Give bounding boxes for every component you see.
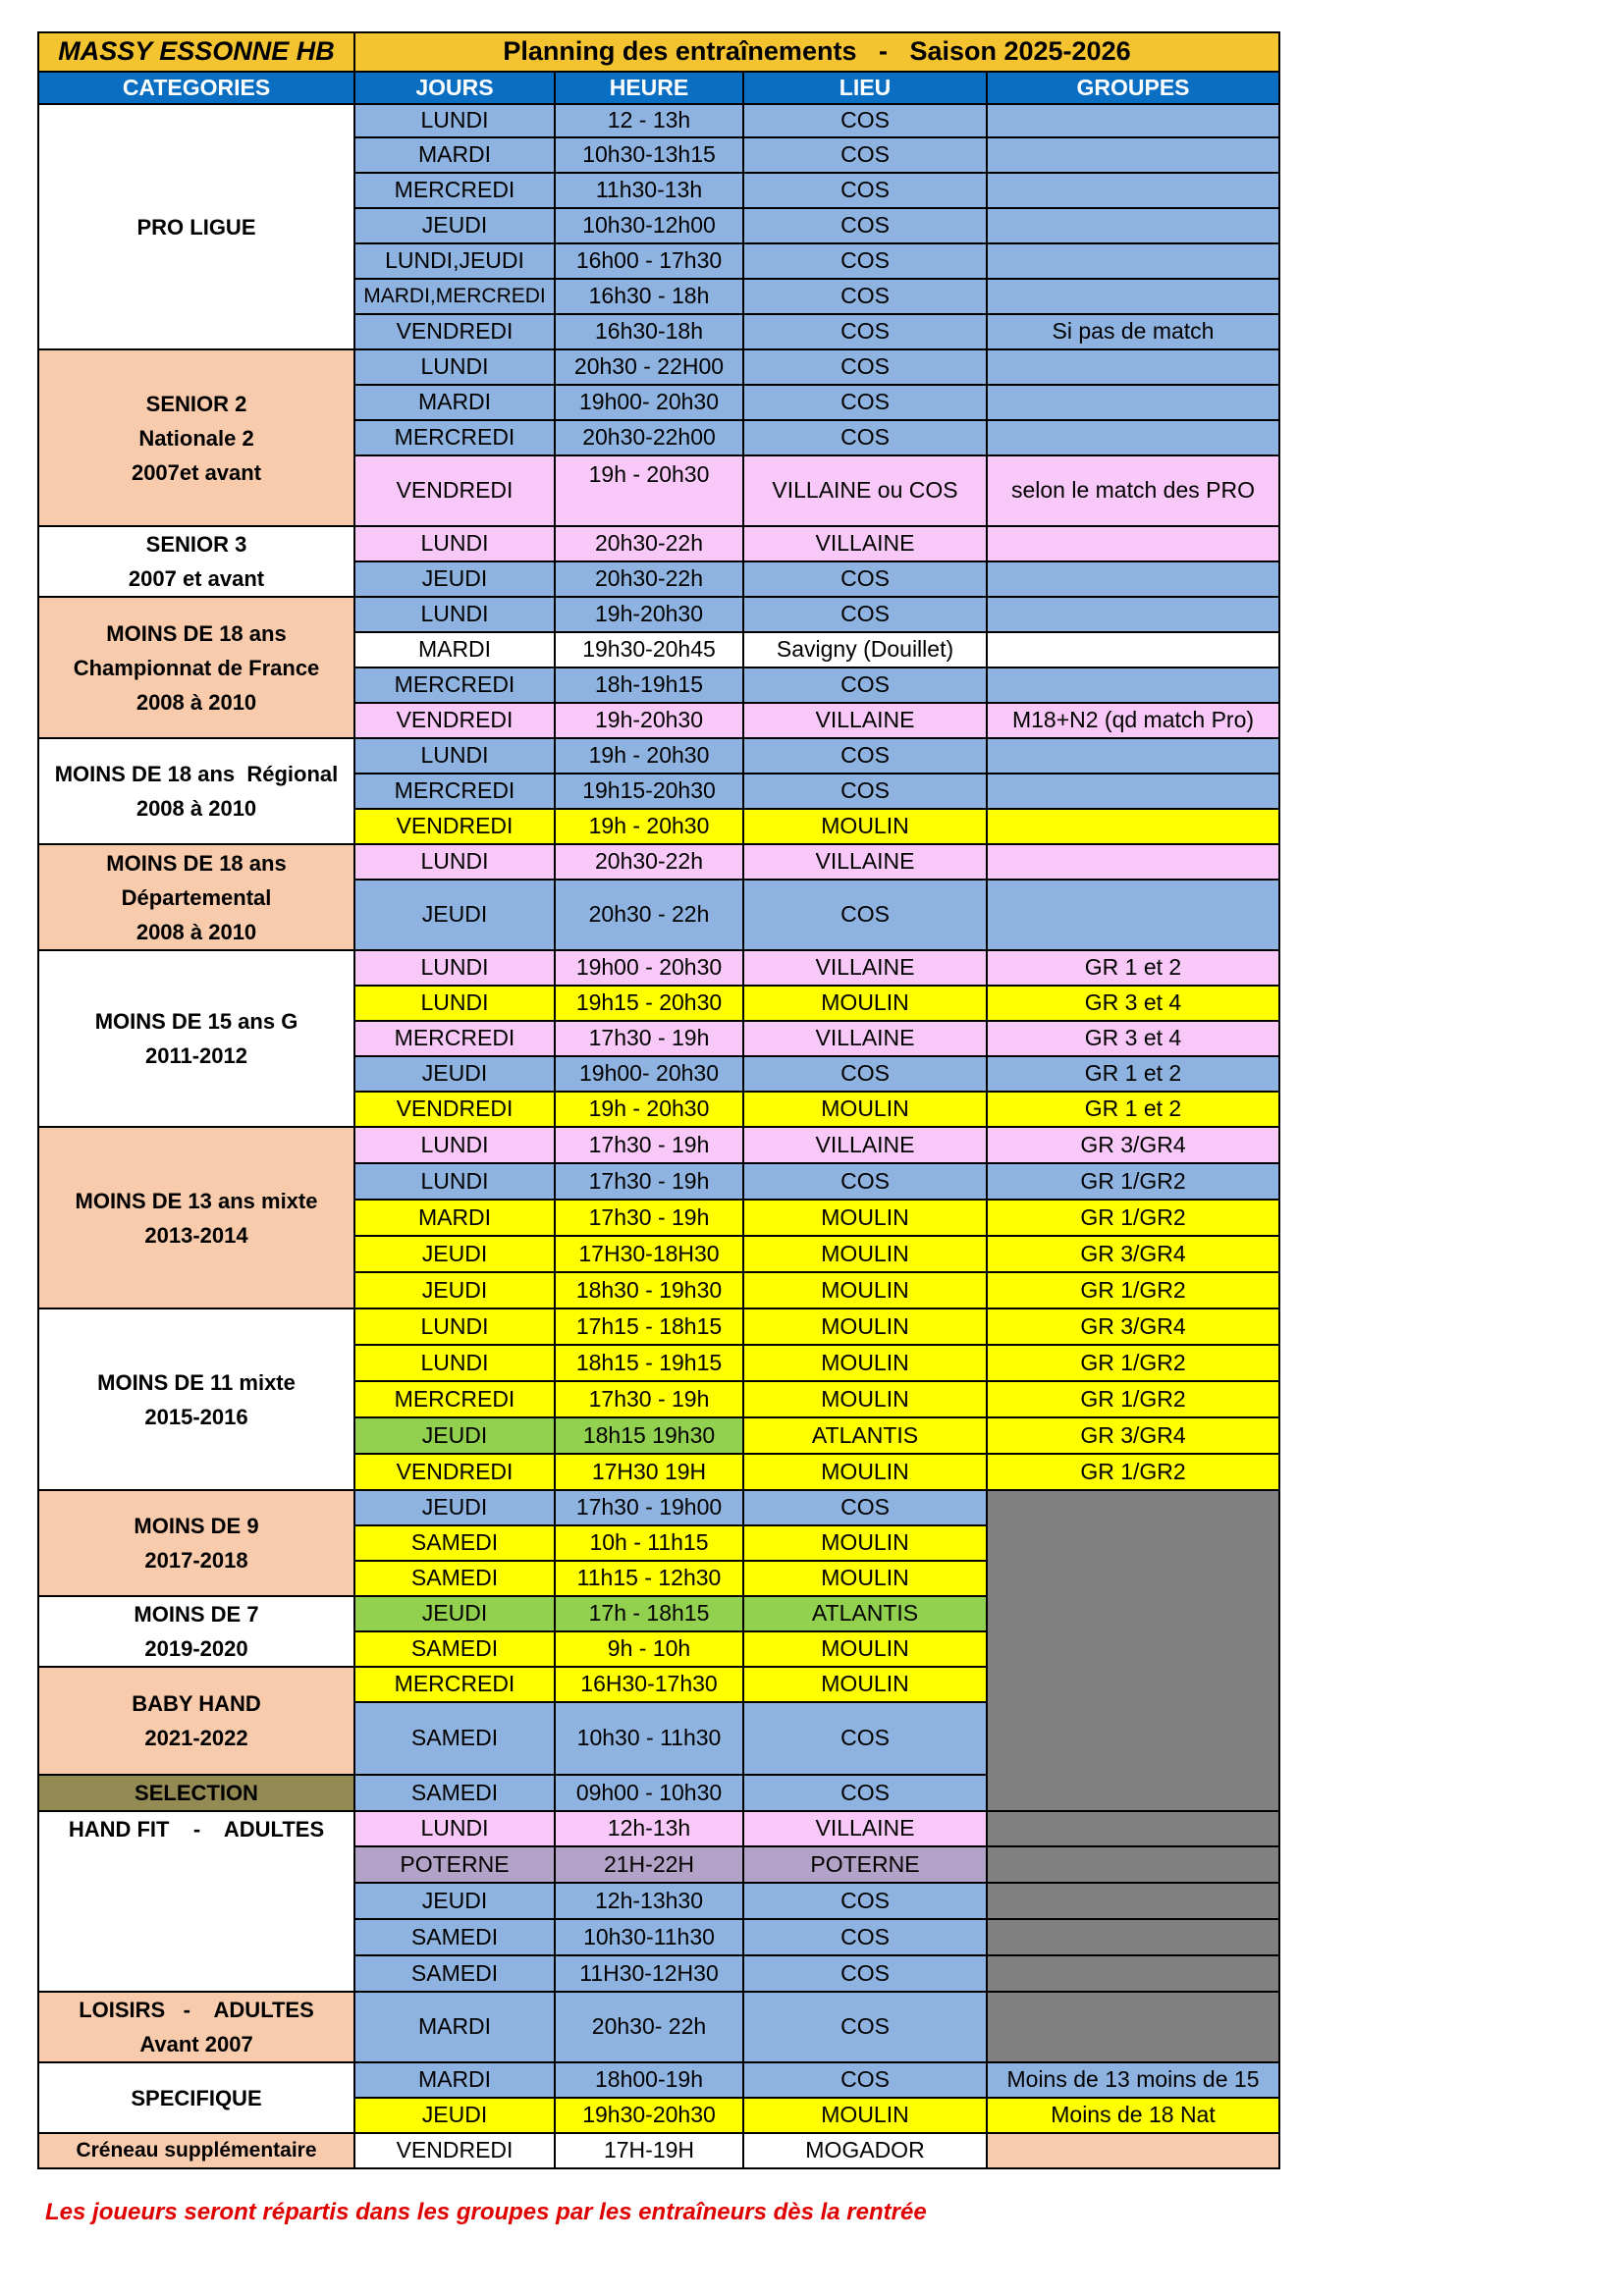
lieu-cell: COS: [743, 880, 987, 950]
jour-cell: LUNDI: [354, 950, 555, 986]
jour-cell: JEUDI: [354, 1596, 555, 1631]
heure-cell: 11H30-12H30: [555, 1955, 743, 1992]
groupe-cell: [987, 1992, 1279, 2062]
club-name: MASSY ESSONNE HB: [38, 32, 354, 72]
header-heure: HEURE: [555, 72, 743, 104]
heure-cell: 19h15 - 20h30: [555, 986, 743, 1021]
category-line: Championnat de France: [73, 655, 320, 680]
category-line: 2008 à 2010: [135, 919, 257, 944]
lieu-cell: VILLAINE: [743, 1021, 987, 1056]
category-line: 2013-2014: [144, 1222, 248, 1248]
jour-cell: SAMEDI: [354, 1919, 555, 1955]
heure-cell: 17H30-18H30: [555, 1236, 743, 1272]
lieu-cell: POTERNE: [743, 1846, 987, 1883]
lieu-cell: COS: [743, 561, 987, 597]
lieu-cell: COS: [743, 597, 987, 632]
lieu-cell: VILLAINE: [743, 844, 987, 880]
jour-cell: LUNDI: [354, 1811, 555, 1846]
category-line: MOINS DE 18 ans Régional: [54, 762, 339, 786]
schedule-row: [38, 2133, 1279, 2168]
category-line: SELECTION: [135, 1781, 258, 1805]
header-groupes: GROUPES: [987, 72, 1279, 104]
lieu-cell: MOGADOR: [743, 2133, 987, 2168]
heure-cell: 20h30 - 22h: [555, 880, 743, 950]
category-cell: [38, 1596, 354, 1667]
category-line: 2021-2022: [144, 1726, 248, 1750]
lieu-cell: ATLANTIS: [743, 1417, 987, 1454]
groupe-cell: Moins de 18 Nat: [987, 2098, 1279, 2133]
heure-cell: 11h15 - 12h30: [555, 1561, 743, 1596]
lieu-cell: MOULIN: [743, 1381, 987, 1417]
jour-cell: LUNDI: [354, 1308, 555, 1345]
heure-cell: 19h - 20h30: [555, 738, 743, 774]
lieu-cell: MOULIN: [743, 1092, 987, 1127]
jour-cell: SAMEDI: [354, 1525, 555, 1561]
lieu-cell: COS: [743, 314, 987, 349]
jour-cell: LUNDI: [354, 738, 555, 774]
groupe-cell: GR 1/GR2: [987, 1163, 1279, 1200]
groupe-cell: [987, 809, 1279, 844]
header-jours: JOURS: [354, 72, 555, 104]
heure-cell: 17h30 - 19h00: [555, 1490, 743, 1525]
groupe-cell: [987, 279, 1279, 314]
jour-cell: LUNDI: [354, 597, 555, 632]
heure-cell: 21H-22H: [555, 1846, 743, 1883]
category-cell: [38, 1992, 354, 2062]
heure-cell: 20h30-22h: [555, 844, 743, 880]
heure-cell: 19h - 20h30: [555, 809, 743, 844]
lieu-cell: COS: [743, 1883, 987, 1919]
lieu-cell: MOULIN: [743, 1236, 987, 1272]
groupe-cell: GR 1 et 2: [987, 1056, 1279, 1092]
jour-cell: MARDI: [354, 385, 555, 420]
jour-cell: VENDREDI: [354, 455, 555, 526]
category-line: 2008 à 2010: [135, 689, 257, 715]
lieu-cell: MOULIN: [743, 1272, 987, 1308]
jour-cell: VENDREDI: [354, 1092, 555, 1127]
category-cell: [38, 950, 354, 1127]
groupe-cell: [987, 597, 1279, 632]
groupe-cell: GR 1/GR2: [987, 1272, 1279, 1308]
schedule-row: [38, 1127, 1279, 1163]
groupe-cell: [987, 173, 1279, 208]
heure-cell: 18h15 19h30: [555, 1417, 743, 1454]
heure-cell: 17h15 - 18h15: [555, 1308, 743, 1345]
category-line: 2007et avant: [131, 459, 262, 485]
category-line: BABY HAND: [132, 1691, 261, 1716]
category-line: 2008 à 2010: [135, 796, 257, 821]
heure-cell: 16H30-17h30: [555, 1667, 743, 1702]
footnote: Les joueurs seront répartis dans les groupes par les entraîneurs dès la rentrée: [45, 2199, 927, 2225]
title-row: [38, 32, 1279, 72]
lieu-cell: COS: [743, 173, 987, 208]
lieu-cell: MOULIN: [743, 1561, 987, 1596]
heure-cell: 19h-20h30: [555, 703, 743, 738]
lieu-cell: COS: [743, 774, 987, 809]
jour-cell: VENDREDI: [354, 809, 555, 844]
heure-cell: 20h30 - 22H00: [555, 349, 743, 385]
schedule-row: [38, 526, 1279, 561]
lieu-cell: COS: [743, 349, 987, 385]
jour-cell: VENDREDI: [354, 314, 555, 349]
category-line: Nationale 2: [138, 425, 254, 451]
heure-cell: 17H-19H: [555, 2133, 743, 2168]
heure-cell: 20h30- 22h: [555, 1992, 743, 2062]
jour-cell: MERCREDI: [354, 1381, 555, 1417]
category-line: MOINS DE 18 ans: [106, 850, 287, 876]
jour-cell: MARDI: [354, 137, 555, 173]
groupe-cell: [987, 385, 1279, 420]
lieu-cell: COS: [743, 420, 987, 455]
category-line: 2019-2020: [144, 1636, 248, 1661]
groupe-cell: Si pas de match: [987, 314, 1279, 349]
groupe-cell: GR 3/GR4: [987, 1236, 1279, 1272]
lieu-cell: MOULIN: [743, 1631, 987, 1667]
heure-cell: 12h-13h30: [555, 1883, 743, 1919]
schedule-row: [38, 104, 1279, 137]
schedule-row: [38, 844, 1279, 880]
lieu-cell: COS: [743, 243, 987, 279]
groupe-cell: [987, 774, 1279, 809]
lieu-cell: COS: [743, 667, 987, 703]
groupe-cell: GR 3 et 4: [987, 986, 1279, 1021]
heure-cell: 17h30 - 19h: [555, 1163, 743, 1200]
jour-cell: SAMEDI: [354, 1775, 555, 1811]
lieu-cell: COS: [743, 2062, 987, 2098]
jour-cell: JEUDI: [354, 1417, 555, 1454]
groupe-cell: [987, 667, 1279, 703]
lieu-cell: VILLAINE: [743, 526, 987, 561]
jour-cell: LUNDI: [354, 1345, 555, 1381]
category-cell: [38, 597, 354, 738]
category-line: Créneau supplémentaire: [76, 2139, 317, 2162]
schedule-row: [38, 1811, 1279, 1846]
heure-cell: 16h30 - 18h: [555, 279, 743, 314]
category-line: MOINS DE 15 ans G: [94, 1009, 298, 1034]
groupe-cell: [987, 844, 1279, 880]
header-lieu: LIEU: [743, 72, 987, 104]
lieu-cell: COS: [743, 1490, 987, 1525]
heure-cell: 09h00 - 10h30: [555, 1775, 743, 1811]
heure-cell: 12h-13h: [555, 1811, 743, 1846]
category-cell: [38, 1308, 354, 1490]
jour-cell: JEUDI: [354, 880, 555, 950]
lieu-cell: COS: [743, 279, 987, 314]
heure-cell: 18h00-19h: [555, 2062, 743, 2098]
schedule-row: [38, 2062, 1279, 2098]
lieu-cell: COS: [743, 1163, 987, 1200]
schedule-row: [38, 1308, 1279, 1345]
heure-cell: 19h - 20h30: [555, 1092, 743, 1127]
groupe-cell: GR 1/GR2: [987, 1345, 1279, 1381]
jour-cell: MERCREDI: [354, 1021, 555, 1056]
category-cell: [38, 1811, 354, 1992]
category-line: MOINS DE 18 ans: [106, 620, 287, 646]
lieu-cell: Savigny (Douillet): [743, 632, 987, 667]
groupe-cell: [987, 880, 1279, 950]
jour-cell: MERCREDI: [354, 774, 555, 809]
jour-cell: JEUDI: [354, 561, 555, 597]
category-line: MOINS DE 9: [134, 1514, 259, 1538]
heure-cell: 17h30 - 19h: [555, 1127, 743, 1163]
jour-cell: SAMEDI: [354, 1955, 555, 1992]
category-line: MOINS DE 7: [134, 1602, 259, 1627]
heure-cell: 19h00 - 20h30: [555, 950, 743, 986]
heure-cell: 17h30 - 19h: [555, 1021, 743, 1056]
lieu-cell: COS: [743, 1992, 987, 2062]
category-line: SENIOR 3: [145, 532, 247, 557]
lieu-cell: COS: [743, 104, 987, 137]
heure-cell: 12 - 13h: [555, 104, 743, 137]
heure-cell: 10h30-12h00: [555, 208, 743, 243]
category-cell: [38, 349, 354, 526]
page-title: Planning des entraînements - Saison 2025-2026: [354, 32, 1279, 72]
jour-cell: LUNDI: [354, 1163, 555, 1200]
jour-cell: LUNDI,JEUDI: [354, 243, 555, 279]
category-line: MOINS DE 13 ans mixte: [75, 1188, 318, 1213]
heure-cell: 19h00- 20h30: [555, 385, 743, 420]
schedule-row: [38, 738, 1279, 774]
category-cell: [38, 2062, 354, 2133]
category-line: PRO LIGUE: [136, 214, 256, 240]
lieu-cell: VILLAINE: [743, 950, 987, 986]
category-line: Départemental: [121, 884, 272, 910]
category-cell: [38, 104, 354, 349]
category-line: SPECIFIQUE: [131, 2085, 262, 2110]
groupe-cell: [987, 738, 1279, 774]
category-cell: [38, 1667, 354, 1775]
groupe-cell: [987, 1919, 1279, 1955]
jour-cell: JEUDI: [354, 1056, 555, 1092]
groupe-cell: [987, 1490, 1279, 1811]
category-line: LOISIRS - ADULTES: [79, 1998, 314, 2022]
groupe-cell: GR 3/GR4: [987, 1417, 1279, 1454]
heure-cell: 18h30 - 19h30: [555, 1272, 743, 1308]
jour-cell: JEUDI: [354, 208, 555, 243]
lieu-cell: MOULIN: [743, 1308, 987, 1345]
heure-cell: 10h - 11h15: [555, 1525, 743, 1561]
column-header-row: [38, 72, 1279, 104]
jour-cell: JEUDI: [354, 1236, 555, 1272]
schedule-sheet: [37, 31, 1280, 2169]
groupe-cell: [987, 561, 1279, 597]
lieu-cell: COS: [743, 137, 987, 173]
jour-cell: JEUDI: [354, 2098, 555, 2133]
heure-cell: 19h-20h30: [555, 597, 743, 632]
groupe-cell: GR 3 et 4: [987, 1021, 1279, 1056]
groupe-cell: [987, 243, 1279, 279]
groupe-cell: M18+N2 (qd match Pro): [987, 703, 1279, 738]
heure-cell: 9h - 10h: [555, 1631, 743, 1667]
jour-cell: SAMEDI: [354, 1702, 555, 1775]
heure-cell: 20h30-22h: [555, 526, 743, 561]
jour-cell: MARDI: [354, 1200, 555, 1236]
groupe-cell: [987, 1846, 1279, 1883]
jour-cell: LUNDI: [354, 349, 555, 385]
jour-cell: VENDREDI: [354, 703, 555, 738]
schedule-row: [38, 1490, 1279, 1525]
jour-cell: JEUDI: [354, 1272, 555, 1308]
schedule-row: [38, 597, 1279, 632]
lieu-cell: COS: [743, 1919, 987, 1955]
category-cell: [38, 1775, 354, 1811]
groupe-cell: [987, 208, 1279, 243]
groupe-cell: selon le match des PRO: [987, 455, 1279, 526]
heure-cell: 17h30 - 19h: [555, 1200, 743, 1236]
groupe-cell: [987, 1955, 1279, 1992]
heure-cell: 17h30 - 19h: [555, 1381, 743, 1417]
category-line: MOINS DE 11 mixte: [97, 1369, 296, 1395]
lieu-cell: MOULIN: [743, 2098, 987, 2133]
groupe-cell: [987, 137, 1279, 173]
groupe-cell: [987, 104, 1279, 137]
header-categories: CATEGORIES: [38, 72, 354, 104]
category-line: 2017-2018: [144, 1548, 248, 1573]
jour-cell: LUNDI: [354, 104, 555, 137]
lieu-cell: COS: [743, 1056, 987, 1092]
lieu-cell: COS: [743, 385, 987, 420]
jour-cell: MARDI,MERCREDI: [354, 279, 555, 314]
groupe-cell: GR 1/GR2: [987, 1381, 1279, 1417]
jour-cell: MARDI: [354, 632, 555, 667]
groupe-cell: [987, 1811, 1279, 1846]
heure-cell: 10h30 - 11h30: [555, 1702, 743, 1775]
lieu-cell: MOULIN: [743, 1200, 987, 1236]
heure-cell: 19h00- 20h30: [555, 1056, 743, 1092]
schedule-row: [38, 950, 1279, 986]
heure-cell: 17H30 19H: [555, 1454, 743, 1490]
lieu-cell: MOULIN: [743, 1667, 987, 1702]
heure-cell: 10h30-13h15: [555, 137, 743, 173]
groupe-cell: [987, 349, 1279, 385]
jour-cell: MERCREDI: [354, 1667, 555, 1702]
heure-cell: 19h - 20h30: [555, 455, 743, 526]
jour-cell: LUNDI: [354, 844, 555, 880]
category-line: HAND FIT - ADULTES: [68, 1817, 325, 1842]
heure-cell: 17h - 18h15: [555, 1596, 743, 1631]
lieu-cell: COS: [743, 1955, 987, 1992]
lieu-cell: MOULIN: [743, 809, 987, 844]
category-line: 2011-2012: [145, 1043, 247, 1068]
lieu-cell: VILLAINE: [743, 1127, 987, 1163]
heure-cell: 20h30-22h00: [555, 420, 743, 455]
category-line: 2015-2016: [144, 1404, 248, 1429]
heure-cell: 10h30-11h30: [555, 1919, 743, 1955]
jour-cell: SAMEDI: [354, 1561, 555, 1596]
heure-cell: 19h30-20h30: [555, 2098, 743, 2133]
jour-cell: POTERNE: [354, 1846, 555, 1883]
category-cell: [38, 1490, 354, 1596]
heure-cell: 19h30-20h45: [555, 632, 743, 667]
schedule-table: [37, 31, 1280, 2169]
groupe-cell: GR 3/GR4: [987, 1308, 1279, 1345]
jour-cell: VENDREDI: [354, 2133, 555, 2168]
lieu-cell: COS: [743, 1702, 987, 1775]
category-cell: [38, 2133, 354, 2168]
lieu-cell: ATLANTIS: [743, 1596, 987, 1631]
lieu-cell: MOULIN: [743, 986, 987, 1021]
groupe-cell: GR 1/GR2: [987, 1454, 1279, 1490]
groupe-cell: GR 1 et 2: [987, 1092, 1279, 1127]
category-line: SENIOR 2: [145, 391, 247, 416]
jour-cell: LUNDI: [354, 526, 555, 561]
jour-cell: JEUDI: [354, 1490, 555, 1525]
jour-cell: MERCREDI: [354, 173, 555, 208]
category-cell: [38, 844, 354, 950]
jour-cell: SAMEDI: [354, 1631, 555, 1667]
category-line: 2007 et avant: [128, 566, 265, 591]
jour-cell: MARDI: [354, 2062, 555, 2098]
lieu-cell: VILLAINE: [743, 1811, 987, 1846]
lieu-cell: VILLAINE: [743, 703, 987, 738]
schedule-row: [38, 1992, 1279, 2062]
heure-cell: 11h30-13h: [555, 173, 743, 208]
category-cell: [38, 1127, 354, 1308]
heure-cell: 16h30-18h: [555, 314, 743, 349]
groupe-cell: GR 1/GR2: [987, 1200, 1279, 1236]
schedule-body: [38, 32, 1279, 2168]
groupe-cell: [987, 1883, 1279, 1919]
lieu-cell: MOULIN: [743, 1525, 987, 1561]
category-cell: [38, 738, 354, 844]
lieu-cell: COS: [743, 1775, 987, 1811]
lieu-cell: MOULIN: [743, 1454, 987, 1490]
jour-cell: JEUDI: [354, 1883, 555, 1919]
heure-cell: 18h-19h15: [555, 667, 743, 703]
groupe-cell: GR 3/GR4: [987, 1127, 1279, 1163]
groupe-cell: [987, 526, 1279, 561]
heure-cell: 16h00 - 17h30: [555, 243, 743, 279]
lieu-cell: VILLAINE ou COS: [743, 455, 987, 526]
jour-cell: LUNDI: [354, 1127, 555, 1163]
groupe-cell: [987, 2133, 1279, 2168]
jour-cell: MARDI: [354, 1992, 555, 2062]
schedule-row: [38, 349, 1279, 385]
heure-cell: 20h30-22h: [555, 561, 743, 597]
category-line: Avant 2007: [139, 2032, 253, 2056]
lieu-cell: MOULIN: [743, 1345, 987, 1381]
heure-cell: 18h15 - 19h15: [555, 1345, 743, 1381]
groupe-cell: GR 1 et 2: [987, 950, 1279, 986]
groupe-cell: Moins de 13 moins de 15: [987, 2062, 1279, 2098]
jour-cell: MERCREDI: [354, 667, 555, 703]
lieu-cell: COS: [743, 208, 987, 243]
jour-cell: LUNDI: [354, 986, 555, 1021]
groupe-cell: [987, 420, 1279, 455]
heure-cell: 19h15-20h30: [555, 774, 743, 809]
lieu-cell: COS: [743, 738, 987, 774]
groupe-cell: [987, 632, 1279, 667]
jour-cell: MERCREDI: [354, 420, 555, 455]
category-cell: [38, 526, 354, 597]
jour-cell: VENDREDI: [354, 1454, 555, 1490]
